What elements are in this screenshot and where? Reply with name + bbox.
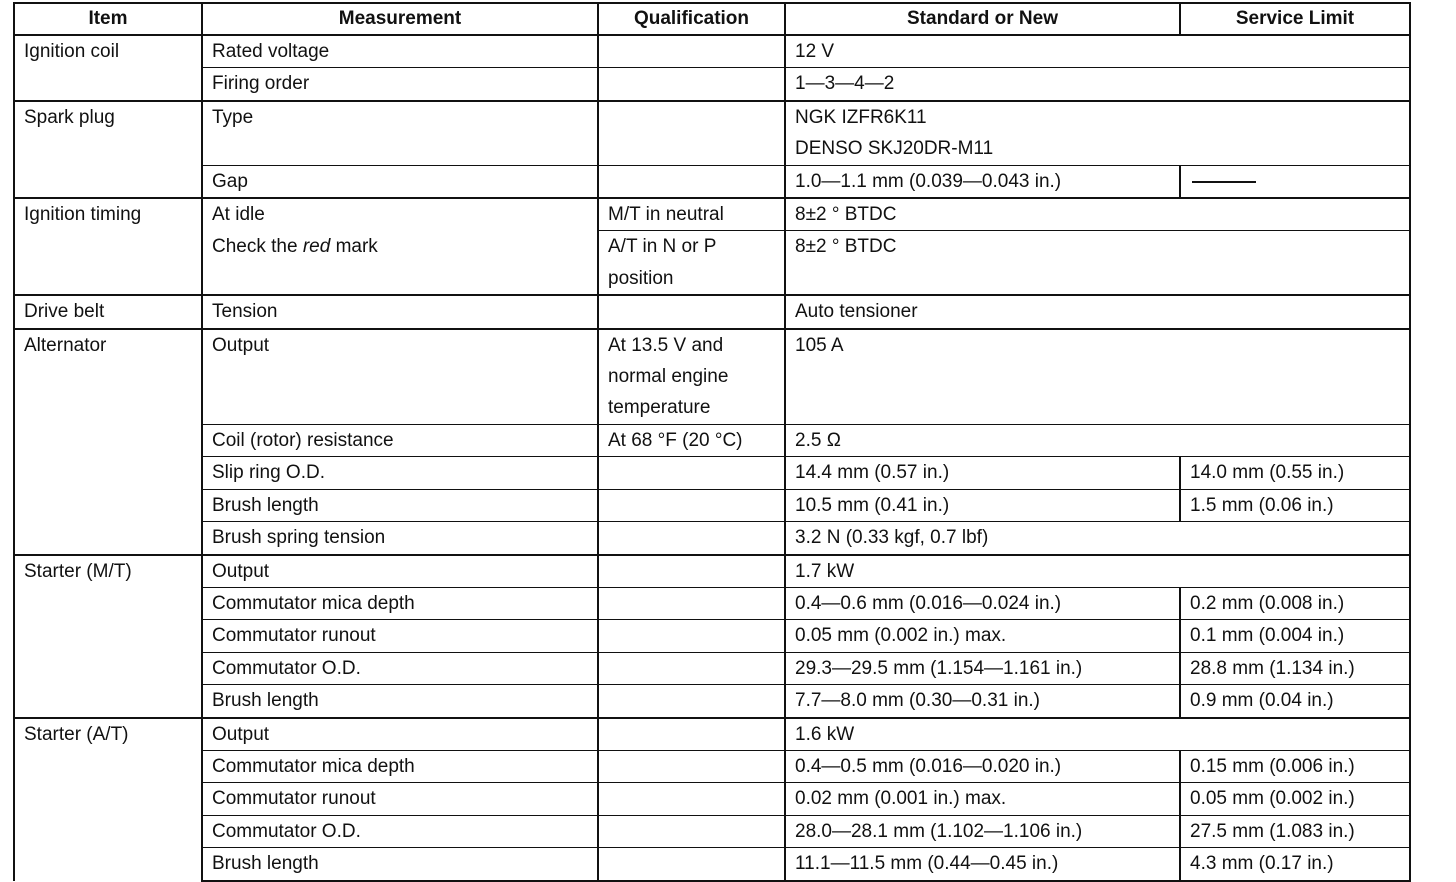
- service-limit-cell: [1180, 165, 1410, 198]
- standard-cell: 1.7 kW: [785, 555, 1410, 588]
- measurement-cell: [202, 392, 598, 424]
- item-ignition-timing: Ignition timing: [14, 198, 202, 295]
- standard-cell: 12 V: [785, 35, 1410, 68]
- item-drive-belt: Drive belt: [14, 295, 202, 328]
- standard-cell: 0.05 mm (0.002 in.) max.: [785, 620, 1180, 652]
- qualification-cell: normal engine: [598, 361, 785, 392]
- standard-cell: 3.2 N (0.33 kgf, 0.7 lbf): [785, 522, 1410, 555]
- measurement-cell: Coil (rotor) resistance: [202, 424, 598, 456]
- standard-cell: 28.0—28.1 mm (1.102—1.106 in.): [785, 815, 1180, 847]
- service-limit-cell: 0.9 mm (0.04 in.): [1180, 685, 1410, 718]
- spec-table: [13, 2, 1411, 882]
- header-item: Item: [14, 3, 202, 35]
- standard-cell: 1.0—1.1 mm (0.039—0.043 in.): [785, 165, 1180, 198]
- service-limit-cell: 28.8 mm (1.134 in.): [1180, 652, 1410, 684]
- table-row: [14, 815, 1410, 847]
- table-row: [14, 652, 1410, 684]
- qualification-cell: [598, 101, 785, 165]
- measurement-cell: Commutator O.D.: [202, 815, 598, 847]
- qualification-cell: [598, 652, 785, 684]
- measurement-cell: Brush length: [202, 848, 598, 881]
- qualification-cell: [598, 555, 785, 588]
- measurement-cell: [202, 361, 598, 392]
- qualification-cell: temperature: [598, 392, 785, 424]
- measurement-prefix: Check the: [212, 235, 303, 257]
- measurement-cell: Slip ring O.D.: [202, 457, 598, 489]
- header-service-limit: Service Limit: [1180, 3, 1410, 35]
- qualification-cell: [598, 165, 785, 198]
- table-row: [14, 750, 1410, 782]
- qualification-cell: [598, 848, 785, 881]
- table-row: [14, 620, 1410, 652]
- standard-cell: 0.4—0.6 mm (0.016—0.024 in.): [785, 587, 1180, 619]
- header-standard: Standard or New: [785, 3, 1180, 35]
- measurement-cell: Commutator mica depth: [202, 750, 598, 782]
- standard-cell: 10.5 mm (0.41 in.): [785, 489, 1180, 521]
- measurement-cell: Firing order: [202, 68, 598, 101]
- standard-cell: 14.4 mm (0.57 in.): [785, 457, 1180, 489]
- measurement-cell: Output: [202, 555, 598, 588]
- table-row: [14, 392, 1410, 424]
- table-row: [14, 198, 1410, 231]
- service-limit-cell: 0.15 mm (0.006 in.): [1180, 750, 1410, 782]
- table-row: [14, 685, 1410, 718]
- service-limit-cell: 4.3 mm (0.17 in.): [1180, 848, 1410, 881]
- table-row: [14, 361, 1410, 392]
- header-qualification: Qualification: [598, 3, 785, 35]
- measurement-suffix: mark: [330, 235, 378, 257]
- measurement-cell: [202, 231, 598, 263]
- service-limit-cell: 0.1 mm (0.004 in.): [1180, 620, 1410, 652]
- table-row: [14, 263, 1410, 295]
- table-row: [14, 718, 1410, 751]
- qualification-cell: [598, 35, 785, 68]
- qualification-cell: M/T in neutral: [598, 198, 785, 231]
- measurement-cell: Output: [202, 718, 598, 751]
- measurement-cell: Gap: [202, 165, 598, 198]
- service-limit-cell: 0.2 mm (0.008 in.): [1180, 587, 1410, 619]
- measurement-cell: Commutator O.D.: [202, 652, 598, 684]
- table-row: [14, 848, 1410, 881]
- standard-cell: 7.7—8.0 mm (0.30—0.31 in.): [785, 685, 1180, 718]
- service-limit-cell: 0.05 mm (0.002 in.): [1180, 783, 1410, 815]
- table-row: [14, 587, 1410, 619]
- qualification-cell: [598, 685, 785, 718]
- measurement-emphasis: red: [302, 235, 331, 257]
- measurement-cell: Commutator runout: [202, 620, 598, 652]
- qualification-cell: [598, 783, 785, 815]
- standard-cell: NGK IZFR6K11: [785, 101, 1410, 133]
- standard-cell: DENSO SKJ20DR-M11: [785, 133, 1410, 165]
- header-row: [14, 3, 1410, 35]
- table-row: [14, 522, 1410, 555]
- measurement-cell: Output: [202, 329, 598, 361]
- qualification-cell: [598, 620, 785, 652]
- table-row: [14, 329, 1410, 361]
- header-measurement: Measurement: [202, 3, 598, 35]
- item-starter-mt: Starter (M/T): [14, 555, 202, 718]
- qualification-cell: [598, 457, 785, 489]
- item-ignition-coil: Ignition coil: [14, 35, 202, 101]
- standard-cell: Auto tensioner: [785, 295, 1410, 328]
- measurement-cell: Commutator mica depth: [202, 587, 598, 619]
- measurement-cell: [202, 263, 598, 295]
- measurement-cell: Rated voltage: [202, 35, 598, 68]
- measurement-cell: [202, 133, 598, 165]
- standard-cell: 0.02 mm (0.001 in.) max.: [785, 783, 1180, 815]
- table-row: [14, 165, 1410, 198]
- standard-cell: 29.3—29.5 mm (1.154—1.161 in.): [785, 652, 1180, 684]
- qualification-cell: position: [598, 263, 785, 295]
- table-row: [14, 101, 1410, 133]
- standard-cell: 11.1—11.5 mm (0.44—0.45 in.): [785, 848, 1180, 881]
- item-alternator: Alternator: [14, 329, 202, 555]
- table-row: [14, 555, 1410, 588]
- qualification-cell: [598, 815, 785, 847]
- measurement-cell: Brush length: [202, 685, 598, 718]
- service-limit-cell: 1.5 mm (0.06 in.): [1180, 489, 1410, 521]
- qualification-cell: [598, 522, 785, 555]
- table-row: [14, 783, 1410, 815]
- table-row: [14, 489, 1410, 521]
- standard-cell: 105 A: [785, 329, 1410, 361]
- table-row: [14, 231, 1410, 263]
- item-spark-plug: Spark plug: [14, 101, 202, 198]
- qualification-cell: [598, 718, 785, 751]
- measurement-cell: At idle: [202, 198, 598, 231]
- qualification-cell: A/T in N or P: [598, 231, 785, 263]
- qualification-cell: [598, 489, 785, 521]
- qualification-cell: At 68 °F (20 °C): [598, 424, 785, 456]
- qualification-cell: [598, 587, 785, 619]
- standard-cell: 8±2 ° BTDC: [785, 198, 1410, 231]
- measurement-cell: Tension: [202, 295, 598, 328]
- service-limit-cell: 27.5 mm (1.083 in.): [1180, 815, 1410, 847]
- standard-cell: 0.4—0.5 mm (0.016—0.020 in.): [785, 750, 1180, 782]
- measurement-cell: Brush spring tension: [202, 522, 598, 555]
- table-row: [14, 424, 1410, 456]
- table-row: [14, 457, 1410, 489]
- standard-cell: 1—3—4—2: [785, 68, 1410, 101]
- qualification-cell: [598, 68, 785, 101]
- standard-cell: [785, 263, 1410, 295]
- table-row: [14, 35, 1410, 68]
- standard-cell: 2.5 Ω: [785, 424, 1410, 456]
- qualification-cell: [598, 750, 785, 782]
- measurement-cell: Commutator runout: [202, 783, 598, 815]
- standard-cell: [785, 361, 1410, 392]
- table-row: [14, 295, 1410, 328]
- standard-cell: [785, 392, 1410, 424]
- qualification-cell: [598, 295, 785, 328]
- measurement-cell: Brush length: [202, 489, 598, 521]
- item-starter-at: Starter (A/T): [14, 718, 202, 881]
- standard-cell: 8±2 ° BTDC: [785, 231, 1410, 263]
- standard-cell: 1.6 kW: [785, 718, 1410, 751]
- dash-line: [1192, 181, 1256, 183]
- service-limit-cell: 14.0 mm (0.55 in.): [1180, 457, 1410, 489]
- measurement-cell: Type: [202, 101, 598, 133]
- qualification-cell: At 13.5 V and: [598, 329, 785, 361]
- table-row: [14, 68, 1410, 101]
